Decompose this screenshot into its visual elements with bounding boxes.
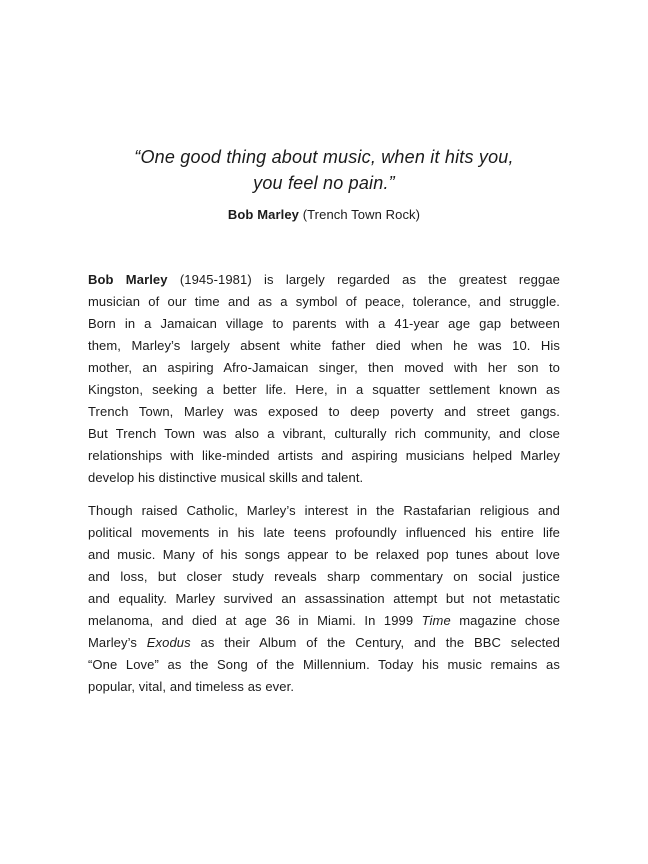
text-segment: political movements in his late teens profoundly influenced his entire life [88, 525, 560, 540]
text-segment: them, Marley’s largely absent white father died when he was 10. His [88, 338, 560, 353]
text-segment: magazine chose [450, 613, 561, 628]
text-segment: popular, vital, and timeless as ever. [88, 679, 295, 694]
italic-text: Exodus [146, 635, 191, 650]
text-segment: melanoma, and died at age 36 in Miami. In 1999 [88, 613, 422, 628]
text-line [88, 423, 560, 445]
text-line [88, 269, 560, 291]
text-line [88, 379, 560, 401]
text-line [88, 313, 560, 335]
text-line [88, 357, 560, 379]
text-line [88, 610, 560, 632]
attribution-name: Bob Marley [227, 207, 299, 222]
body-text [88, 269, 560, 698]
paragraph [88, 500, 560, 698]
text-segment: as their Album of the Century, and the BBC selected [190, 635, 561, 650]
text-line [88, 522, 560, 544]
text-segment: Born in a Jamaican village to parents with a 41-year age gap between [88, 316, 560, 331]
quote-attribution [0, 207, 648, 223]
text-line [88, 632, 560, 654]
text-line [88, 676, 560, 698]
quote-line-2: you feel no pain.” [253, 173, 395, 193]
text-segment: and music. Many of his songs appear to be relaxed pop tunes about love [88, 547, 560, 562]
text-line [88, 401, 560, 423]
text-line [88, 335, 560, 357]
text-segment: develop his distinctive musical skills and talent. [88, 470, 364, 485]
italic-text: Time [421, 613, 451, 628]
text-line [88, 588, 560, 610]
text-line [88, 544, 560, 566]
text-line [88, 654, 560, 676]
text-segment: (1945-1981) is largely regarded as the greatest reggae [167, 272, 561, 287]
text-segment: “One Love” as the Song of the Millennium. Today his music remains as [88, 657, 560, 672]
quote-line-1: “One good thing about music, when it hits you, [134, 147, 514, 167]
text-line [88, 467, 560, 489]
text-line [88, 291, 560, 313]
quote [0, 144, 648, 196]
text-line [88, 566, 560, 588]
attribution-source: (Trench Town Rock) [298, 207, 421, 222]
text-line [88, 500, 560, 522]
bold-text: Bob Marley [88, 272, 168, 287]
text-segment: Though raised Catholic, Marley’s interest in the Rastafarian religious and [88, 503, 560, 518]
text-segment: Marley’s [88, 635, 147, 650]
text-segment: and equality. Marley survived an assassination attempt but not metastatic [88, 591, 560, 606]
text-segment: mother, an aspiring Afro-Jamaican singer, then moved with her son to [88, 360, 560, 375]
text-line [88, 445, 560, 467]
text-segment: musician of our time and as a symbol of peace, tolerance, and struggle. [88, 294, 560, 309]
text-segment: But Trench Town was also a vibrant, culturally rich community, and close [88, 426, 560, 441]
text-segment: and loss, but closer study reveals sharp commentary on social justice [88, 569, 560, 584]
text-segment: Kingston, seeking a better life. Here, in a squatter settlement known as [88, 382, 560, 397]
text-segment: relationships with like-minded artists and aspiring musicians helped Marley [88, 448, 560, 463]
paragraph [88, 269, 560, 489]
text-segment: Trench Town, Marley was exposed to deep poverty and street gangs. [88, 404, 560, 419]
